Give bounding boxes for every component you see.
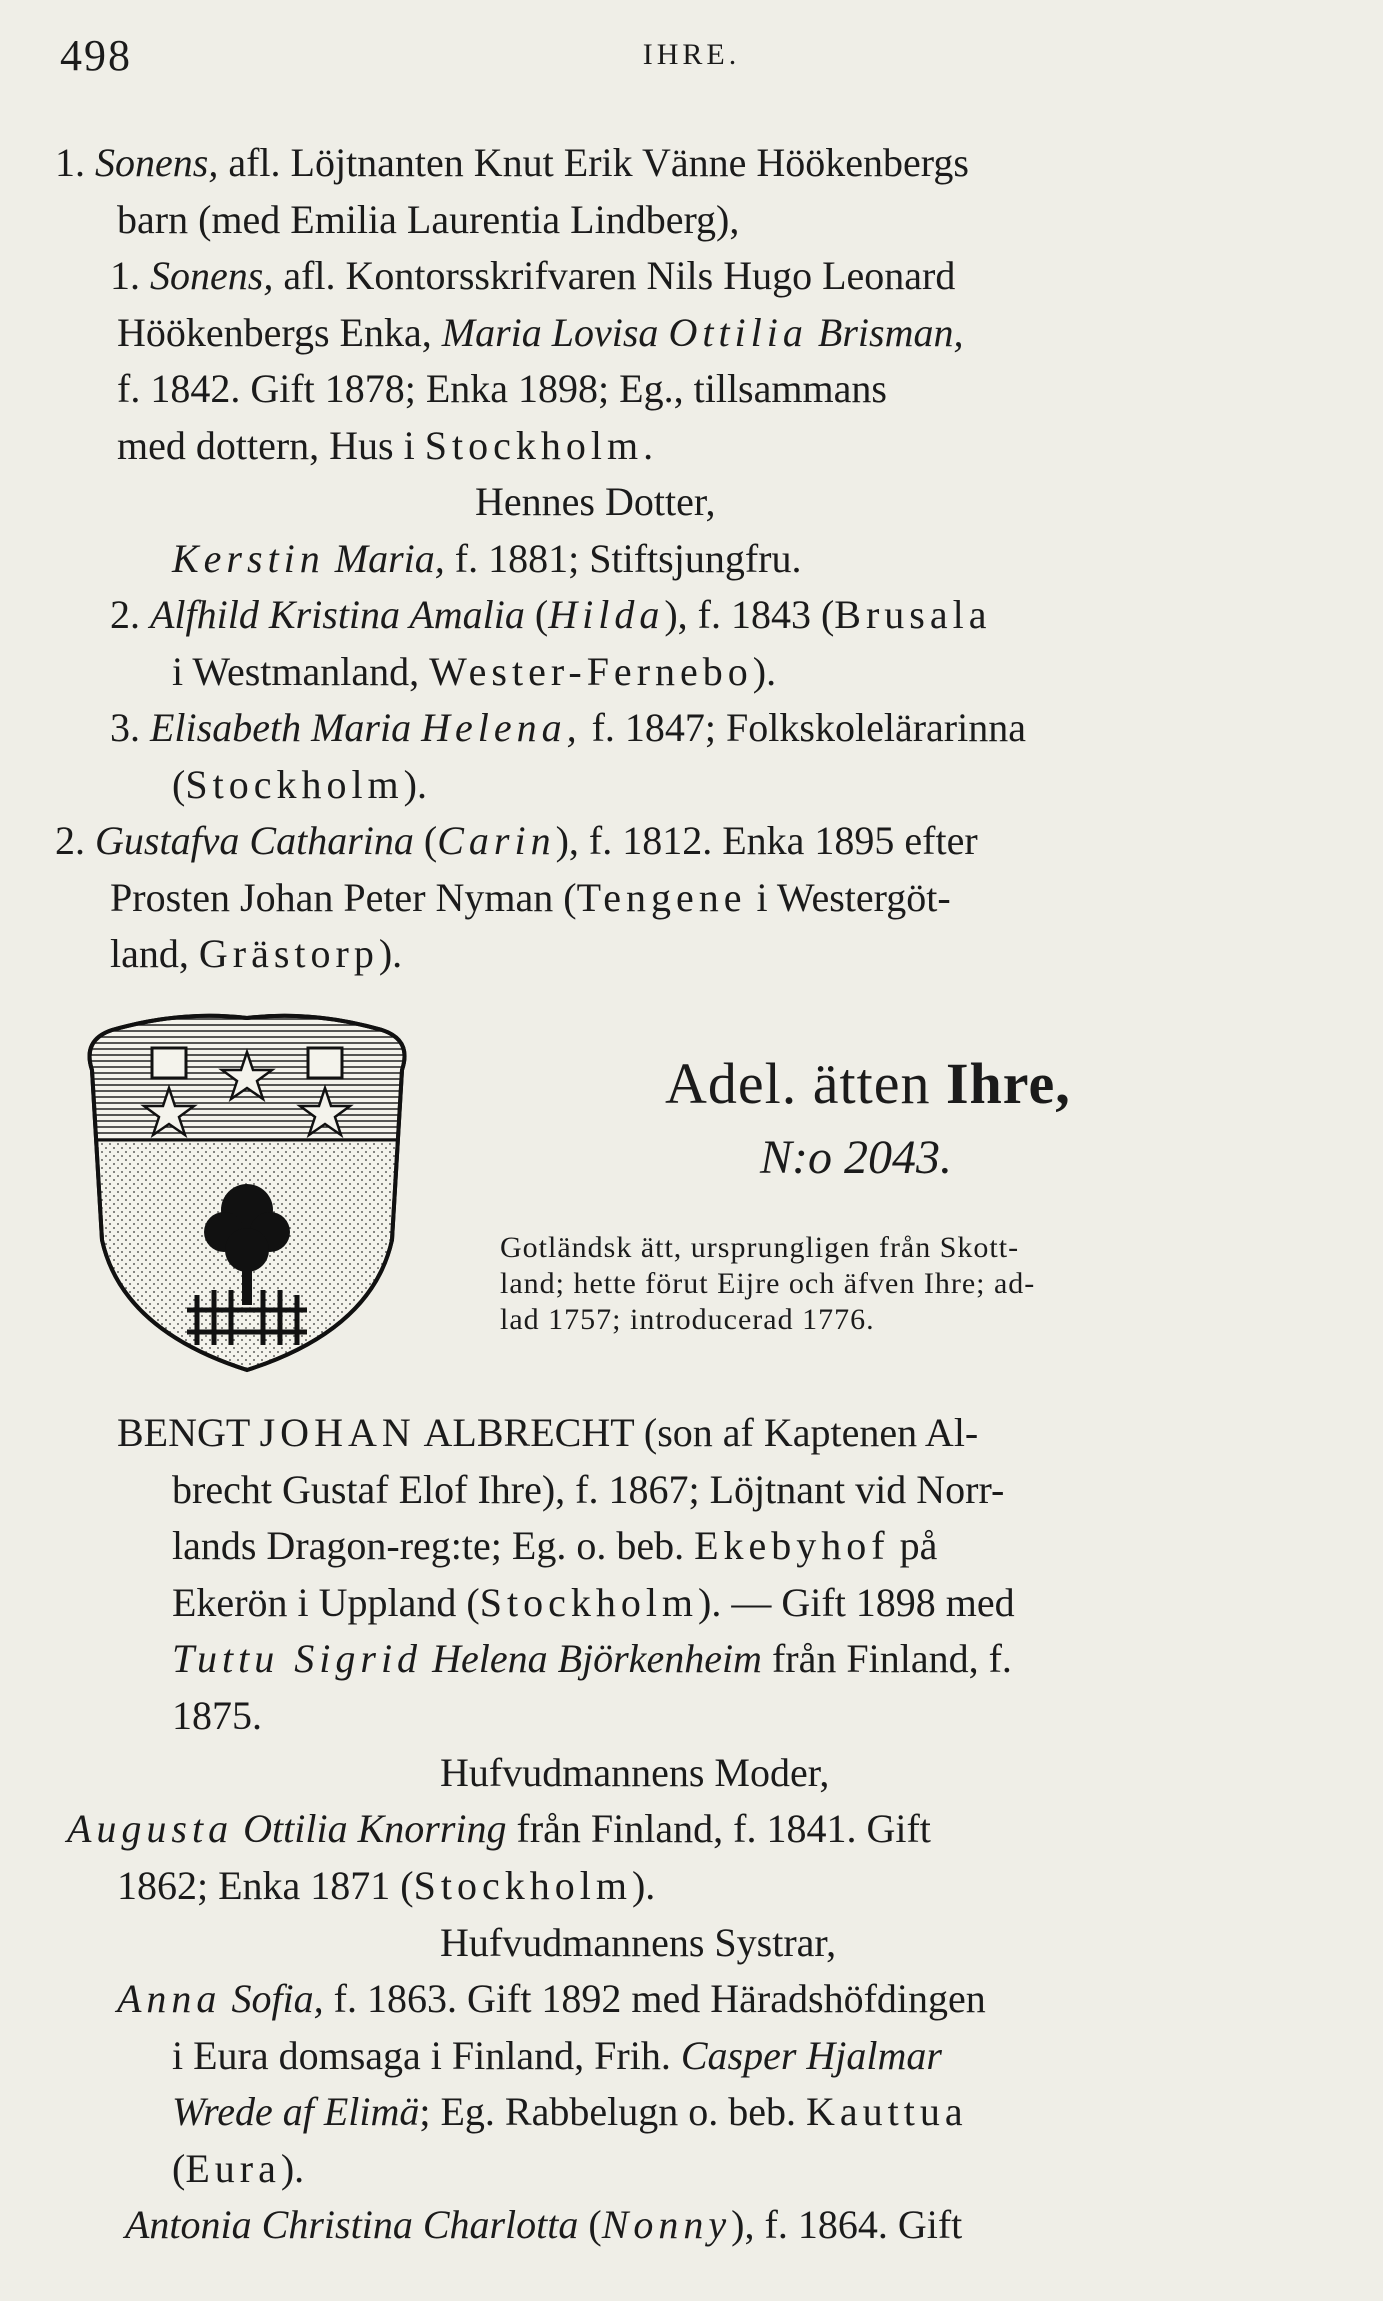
text-line: barn (med Emilia Laurentia Lindberg), [117, 197, 740, 242]
section-heading: Hufvudmannens Moder, [440, 1750, 830, 1795]
text-line: 2. Gustafva Catharina (Carin), f. 1812. Enka 1895 efter [55, 818, 978, 863]
text-line: 2. Alfhild Kristina Amalia (Hilda), f. 1843 (Brusala [110, 592, 992, 637]
running-title: IHRE. [642, 38, 741, 71]
text-line: land, Grästorp). [110, 931, 403, 976]
text-line: 1. Sonens, afl. Kontorsskrifvaren Nils Hugo Leonard [110, 253, 956, 298]
text-line: (Stockholm). [172, 762, 427, 807]
text-line: 1875. [172, 1693, 262, 1738]
text-line: Hennes Dotter, [475, 479, 716, 524]
text-line: Prosten Johan Peter Nyman (Tengene i Westergöt- [110, 875, 951, 920]
coat-of-arms-image [72, 1010, 422, 1380]
text-line: BENGT JOHAN ALBRECHT (son af Kaptenen Al- [117, 1410, 979, 1455]
text-line: Augusta Ottilia Knorring från Finland, f. 1841. Gift [67, 1806, 931, 1851]
family-title: Adel. ätten Ihre, [665, 1051, 1071, 1116]
text-line: Wrede af Elimä; Eg. Rabbelugn o. beb. Kauttua [172, 2089, 968, 2134]
text-line: brecht Gustaf Elof Ihre), f. 1867; Löjtnant vid Norr- [172, 1467, 1005, 1512]
text-line: Kerstin Maria, f. 1881; Stiftsjungfru. [172, 536, 802, 581]
section-heading: Hufvudmannens Systrar, [440, 1920, 837, 1965]
text-line: 1. Sonens, afl. Löjtnanten Knut Erik Vänne Höökenbergs [55, 140, 969, 185]
text-line: med dottern, Hus i Stockholm. [117, 423, 654, 468]
family-number: N:o 2043. [760, 1131, 952, 1184]
text-line: 3. Elisabeth Maria Helena, f. 1847; Folkskolelärarinna [110, 705, 1026, 750]
text-line: lands Dragon-reg:te; Eg. o. beb. Ekebyhof på [172, 1523, 938, 1568]
text-line: i Westmanland, Wester-Fernebo). [172, 649, 777, 694]
text-line: i Eura domsaga i Finland, Frih. Casper Hjalmar [172, 2033, 942, 2078]
text-line: Ekerön i Uppland (Stockholm). — Gift 1898 med [172, 1580, 1015, 1625]
text-line: f. 1842. Gift 1878; Enka 1898; Eg., tillsammans [117, 366, 887, 411]
text-line: Antonia Christina Charlotta (Nonny), f. 1864. Gift [125, 2202, 963, 2247]
family-description: Gotländsk ätt, ursprungligen från Skott- land; hette förut Eijre och äfven Ihre; ad- lad 1757; introducerad 1776. [500, 1231, 1036, 1336]
running-head [60, 30, 1323, 90]
text-line: Tuttu Sigrid Helena Björkenheim från Finland, f. [172, 1636, 1012, 1681]
text-line: (Eura). [172, 2146, 305, 2191]
page-number: 498 [60, 31, 132, 80]
text-line: 1862; Enka 1871 (Stockholm). [117, 1863, 656, 1908]
text-line: Anna Sofia, f. 1863. Gift 1892 med Häradshöfdingen [117, 1976, 986, 2021]
text-line: Höökenbergs Enka, Maria Lovisa Ottilia Brisman, [117, 310, 964, 355]
